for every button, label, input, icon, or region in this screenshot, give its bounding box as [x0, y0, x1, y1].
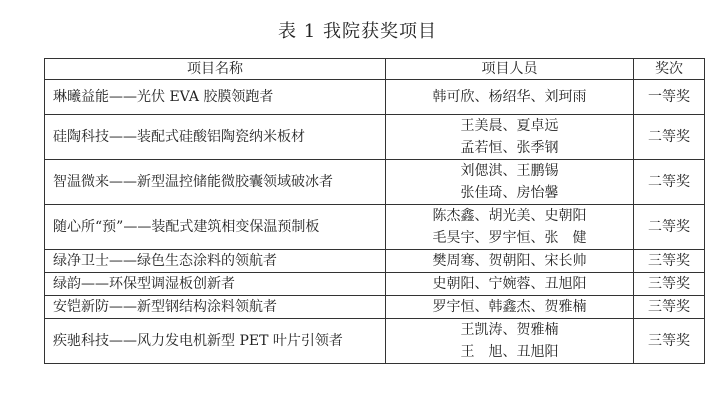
header-project: 项目名称	[45, 59, 386, 80]
table-row	[45, 296, 705, 319]
project-name: 随心所“预”——装配式建筑相变保温预制板	[45, 205, 386, 250]
people-line: 孟若恒、张季钢	[460, 140, 559, 156]
header-award: 奖次	[634, 59, 705, 80]
project-people	[386, 319, 634, 364]
people-line: 王 旭、丑旭阳	[460, 344, 559, 360]
people-line: 毛昊宇、罗宇恒、张 健	[432, 230, 587, 246]
project-name: 硅陶科技——装配式硅酸铝陶瓷纳米板材	[45, 115, 386, 160]
people-line: 樊周骞、贺朝阳、宋长帅	[432, 253, 587, 269]
award-level: 一等奖	[634, 80, 705, 115]
table-caption: 表 1 我院获奖项目	[278, 21, 437, 42]
award-level: 三等奖	[634, 273, 705, 296]
project-name: 绿净卫士——绿色生态涂料的领航者	[45, 250, 386, 273]
project-people	[386, 250, 634, 273]
people-line: 王美晨、夏卓远	[460, 118, 559, 134]
people-line: 王凯涛、贺雅楠	[460, 322, 559, 338]
people-line: 罗宇恒、韩鑫杰、贺雅楠	[432, 299, 587, 315]
people-line: 韩可欣、杨绍华、刘珂雨	[432, 89, 587, 105]
project-people	[386, 296, 634, 319]
award-level: 二等奖	[634, 205, 705, 250]
people-line: 陈杰鑫、胡光美、史朝阳	[432, 208, 587, 224]
project-name: 安铠新防——新型钢结构涂料领航者	[45, 296, 386, 319]
people-line: 史朝阳、宁婉蓉、丑旭阳	[432, 276, 587, 292]
table-row	[45, 319, 705, 364]
table-row	[45, 80, 705, 115]
project-people	[386, 115, 634, 160]
project-name: 绿韵——环保型调湿板创新者	[45, 273, 386, 296]
table-row	[45, 115, 705, 160]
award-level: 二等奖	[634, 160, 705, 205]
table-row	[45, 273, 705, 296]
project-name: 琳曦益能——光伏 EVA 胶膜领跑者	[45, 80, 386, 115]
project-people	[386, 273, 634, 296]
table-row	[45, 250, 705, 273]
people-line: 刘偲淇、王鹏锡	[460, 163, 559, 179]
project-people	[386, 160, 634, 205]
project-name: 智温微来——新型温控储能微胶囊领域破冰者	[45, 160, 386, 205]
project-name: 疾驰科技——风力发电机新型 PET 叶片引领者	[45, 319, 386, 364]
award-level: 三等奖	[634, 296, 705, 319]
table-header-row	[45, 59, 705, 80]
table-row	[45, 205, 705, 250]
project-people	[386, 205, 634, 250]
awards-table	[44, 58, 705, 364]
project-people	[386, 80, 634, 115]
award-level: 三等奖	[634, 250, 705, 273]
people-line: 张佳琦、房怡馨	[460, 185, 559, 201]
award-level: 三等奖	[634, 319, 705, 364]
table-row	[45, 160, 705, 205]
header-people: 项目人员	[386, 59, 634, 80]
award-level: 二等奖	[634, 115, 705, 160]
